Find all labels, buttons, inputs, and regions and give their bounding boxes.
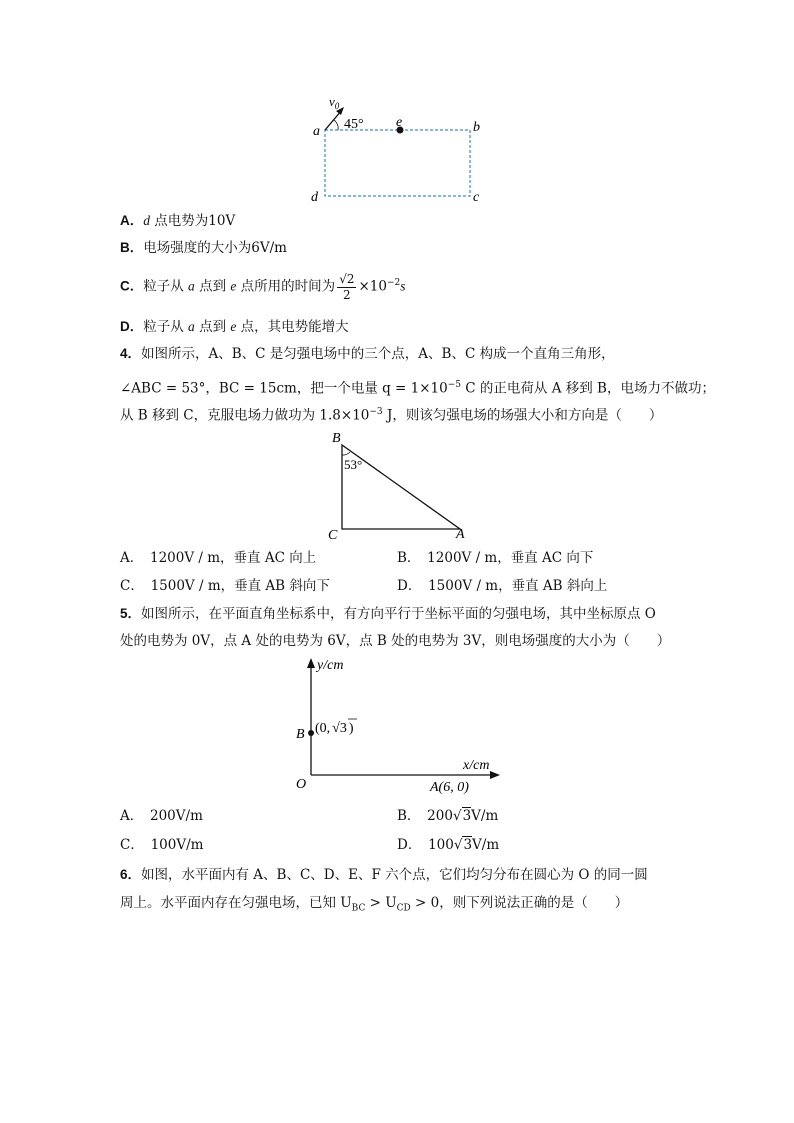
q6-line-2: 周上。水平面内存在匀强电场，已知 $U_{BC} > U_{CD} > 0$，则下列说法正确的是（ ） [120,895,629,914]
label-C: C [328,528,338,543]
label-53: 53° [344,457,363,472]
label-e: e [396,115,403,130]
triangle-figure [320,425,480,545]
q3-option-a: A．d 点电势为10V [120,213,236,229]
label-c: c [473,190,480,205]
q5-option-c: C． 100V/m [120,837,204,853]
rect-figure [300,90,500,210]
q4-line-3: 从 B 移到 C，克服电场力做功为 $1.8\times 10^{-3}$ J，则该匀强电场的场强大小和方向是（ ） [120,407,663,424]
label-A: A [456,527,465,542]
label-d: d [311,190,318,205]
label-a: a [313,124,320,139]
angle-arc [334,120,338,130]
point-B [308,730,314,736]
label-v0: $v_0$ [329,94,340,111]
q5-line-2: 处的电势为 0V，点 A 处的电势为 6V，点 B 处的电势为 3V，则电场强度的大小为（ ） [120,633,671,649]
q3-option-c: C．粒子从 a 点到 e 点所用的时间为 $\frac{√2}{2}$ $\times 10^{-2}s$ [120,272,406,302]
label-b: b [473,120,480,135]
label-y: y/cm [317,658,344,673]
q6-line-1: 6．如图，水平面内有 A、B、C、D、E、F 六个点，它们均匀分布在圆心为 O 的同一圆 [120,867,648,883]
label-O: O [296,777,307,792]
q4-option-b: B． 1200V / m，垂直 AC 向下 [397,550,594,566]
q4-option-a: A． 1200V / m，垂直 AC 向上 [120,550,317,566]
label-B: B [296,727,305,742]
dashed-rectangle [325,130,470,196]
q5-option-a: A． 200V/m [120,808,203,824]
fraction-sqrt2-over-2: $\frac{√2}{2}$ [339,272,355,302]
q5-line-1: 5．如图所示，在平面直角坐标系中，有方向平行于坐标平面的匀强电场，其中坐标原点 O [120,606,656,622]
label-45: 45° [344,117,364,132]
y-arrowhead [307,658,315,668]
label-x: x/cm [463,758,490,773]
axes-figure [290,655,510,795]
label-B-coord: (0, √3 ) [315,721,354,736]
q4-option-d: D． 1500V / m，垂直 AB 斜向上 [397,578,608,594]
q4-line-2: ∠ABC = 53°，BC = 15cm，把一个电量 $q = 1\times 10^{-5}$ C 的正电荷从 A 移到 B，电场力不做功； [120,380,715,397]
q4-line-1: 4．如图所示，A、B、C 是匀强电场中的三个点，A、B、C 构成一个直角三角形， [120,346,615,362]
label-B: B [332,431,341,446]
q5-option-b: B． 200√3V/m [397,808,499,824]
x-arrowhead [490,771,500,779]
q5-option-d: D． 100√3V/m [397,837,500,853]
angle-arc-53 [342,452,350,455]
q4-option-c: C． 1500V / m，垂直 AB 斜向下 [120,578,330,594]
label-A-coord: A(6, 0) [430,780,469,795]
q3-option-d: D．粒子从 a 点到 e 点，其电势能增大 [120,319,349,335]
q3-option-b: B．电场强度的大小为6V/m [120,240,287,256]
